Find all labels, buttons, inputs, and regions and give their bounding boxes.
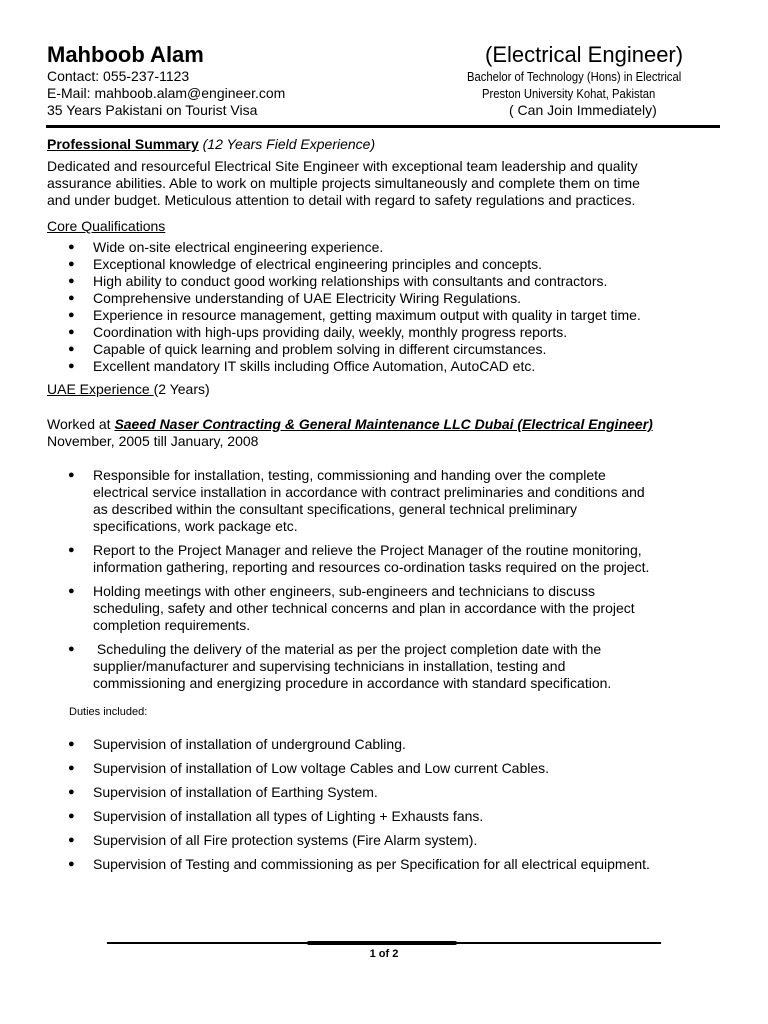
list-item: ● High ability to conduct good working relationships with consultants and contractors. — [68, 273, 608, 289]
bullet-icon: ● — [68, 834, 75, 846]
list-item: ● Supervision of installation of underground Cabling. — [68, 736, 406, 752]
list-item: ● Excellent mandatory IT skills including Office Automation, AutoCAD etc. — [68, 358, 536, 374]
list-item: ● Supervision of installation all types of Lighting + Exhausts fans. — [68, 808, 484, 824]
company-name: Saeed Naser Contracting & General Maintenance LLC Dubai (Electrical Engineer) — [114, 416, 653, 432]
bullet-icon: ● — [68, 738, 75, 750]
employer-line — [47, 416, 653, 433]
university: Preston University Kohat, Pakistan — [482, 87, 656, 101]
candidate-name: Mahboob Alam — [47, 42, 204, 67]
duties-list — [47, 736, 719, 873]
duties-label: Duties included: — [69, 706, 148, 718]
list-item: ● Capable of quick learning and problem solving in different circumstances. — [68, 341, 547, 357]
core-title: Core Qualifications — [47, 218, 166, 234]
bullet-icon: ● — [68, 326, 75, 338]
list-item: ● Holding meetings with other engineers, sub-engineers and technicians to discuss scheduling, safety and other technical concerns and plan in accordance with the project completion requirements. — [68, 583, 635, 633]
list-item: ● Supervision of all Fire protection systems (Fire Alarm system). — [68, 832, 478, 848]
list-item: ● Supervision of installation of Low voltage Cables and Low current Cables. — [68, 760, 550, 776]
bullet-icon: ● — [68, 643, 75, 655]
summary-title: Professional Summary — [47, 136, 199, 152]
bullet-icon: ● — [68, 544, 75, 556]
list-item: ● Report to the Project Manager and relieve the Project Manager of the routine monitoring, information gathering, reporting and resources co-ordination tasks required on the project. — [68, 542, 650, 575]
contact-email: E-Mail: mahboob.alam@engineer.com — [47, 85, 286, 101]
summary-paragraph — [47, 158, 719, 209]
employment-period: November, 2005 till January, 2008 — [47, 433, 259, 449]
bullet-icon: ● — [68, 241, 75, 253]
age-visa-status: 35 Years Pakistani on Tourist Visa — [47, 102, 258, 118]
availability: ( Can Join Immediately) — [509, 102, 657, 118]
list-item: ● Comprehensive understanding of UAE Electricity Wiring Regulations. — [68, 290, 521, 306]
bullet-icon: ● — [68, 360, 75, 372]
responsibilities-list — [47, 467, 719, 692]
bullet-icon: ● — [68, 258, 75, 270]
degree: Bachelor of Technology (Hons) in Electrical — [467, 70, 682, 84]
core-qualifications-list — [47, 239, 719, 375]
page-number: 1 of 2 — [369, 948, 399, 960]
bullet-icon: ● — [68, 762, 75, 774]
bullet-icon: ● — [68, 343, 75, 355]
uae-title: UAE Experience — [47, 381, 154, 397]
list-item: ● Responsible for installation, testing, commissioning and handing over the complete electrical service installation in accordance with contract preliminaries and conditions and as described within the consultant specifications, general technical preliminary specifications, work package etc. — [68, 467, 645, 534]
uae-heading — [47, 381, 210, 398]
core-heading — [47, 218, 165, 235]
candidate-role: (Electrical Engineer) — [485, 42, 684, 67]
summary-heading — [47, 136, 375, 153]
list-item: ● Supervision of installation of Earthing System. — [68, 784, 378, 800]
bullet-icon: ● — [68, 469, 75, 481]
list-item: ● Coordination with high-ups providing daily, weekly, monthly progress reports. — [68, 324, 568, 340]
header-divider — [46, 125, 720, 128]
summary-line: and under budget. Meticulous attention to detail with regard to safety regulations and practices. — [47, 192, 636, 208]
list-item: ● Supervision of Testing and commissioning as per Specification for all electrical equipment. — [68, 856, 650, 872]
list-item: ● Wide on-site electrical engineering experience. — [68, 239, 384, 255]
summary-line: assurance abilities. Able to work on multiple projects simultaneously and complete them on time — [47, 175, 640, 191]
list-item: ● Experience in resource management, getting maximum output with quality in target time. — [68, 307, 641, 323]
footer-divider — [107, 942, 661, 944]
summary-line: Dedicated and resourceful Electrical Site Engineer with exceptional team leadership and quality — [47, 158, 638, 174]
bullet-icon: ● — [68, 275, 75, 287]
bullet-icon: ● — [68, 810, 75, 822]
worked-at-prefix: Worked at — [47, 416, 115, 432]
bullet-icon: ● — [68, 585, 75, 597]
list-item: ● Scheduling the delivery of the material as per the project completion date with the supplier/manufacturer and supervising technicians in installation, testing and commissioning and energizing procedure in accordance with standard specification. — [68, 641, 612, 691]
uae-duration: (2 Years) — [153, 381, 210, 397]
contact-phone: Contact: 055-237-1123 — [47, 68, 190, 84]
bullet-icon: ● — [68, 292, 75, 304]
bullet-icon: ● — [68, 309, 75, 321]
list-item: ● Exceptional knowledge of electrical engineering principles and concepts. — [68, 256, 543, 272]
summary-experience-note: (12 Years Field Experience) — [202, 136, 376, 152]
bullet-icon: ● — [68, 786, 75, 798]
bullet-icon: ● — [68, 858, 75, 870]
